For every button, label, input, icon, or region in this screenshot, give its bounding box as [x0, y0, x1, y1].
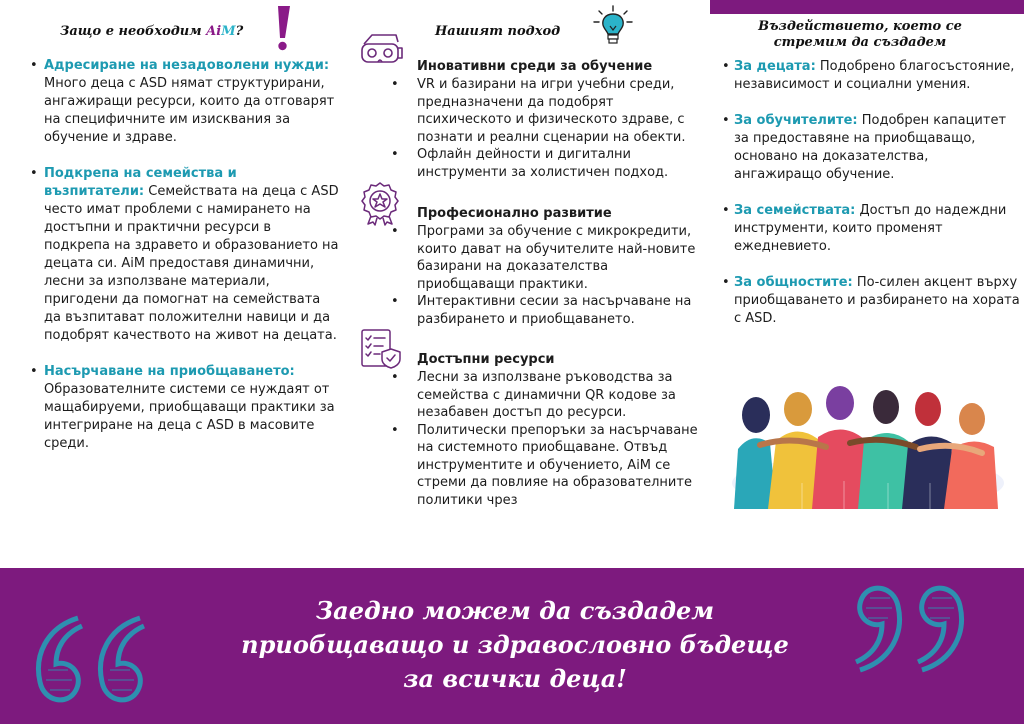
- slogan-line-2: приобщаващо и здравословно бъдеще: [241, 630, 789, 659]
- column1-heading: [60, 24, 243, 39]
- medal-star-icon: [358, 180, 402, 226]
- item-text: По-силен акцент върху приобщаването и разбирането на хората с ASD.: [734, 275, 1020, 326]
- item-lead: За семействата:: [734, 203, 856, 218]
- item-lead: За децата:: [734, 59, 816, 74]
- exclamation-icon: [270, 4, 294, 52]
- heading-text: Защо е необходим: [60, 24, 207, 39]
- item-text: Подобрен капацитет за предоставяне на приобщаващо, основано на доказателства, ангажиращо обучение.: [734, 113, 1007, 182]
- aim-brand: [206, 24, 235, 39]
- section-title: Достъпни ресурси: [417, 352, 555, 367]
- slogan-banner: [0, 568, 1024, 724]
- slogan-text: [170, 594, 860, 696]
- section-accessible-resources: [417, 351, 707, 509]
- close-quote-icon: [852, 578, 972, 678]
- open-quote-icon: [28, 610, 148, 710]
- list-item: • Политически препоръки за насърчаване на системното приобщаване. Отвъд инструментите и обучението, AiM се стреми да повлияе на образователните политики чрез: [417, 422, 707, 510]
- item-lead: Подкрепа на семейства и възпитатели:: [44, 166, 237, 199]
- column2-heading: Нашият подход: [435, 24, 561, 39]
- heading-question-mark: ?: [235, 24, 244, 39]
- brand-m: M: [221, 24, 236, 39]
- list-item: [722, 112, 1020, 184]
- item-text: Много деца с ASD нямат структурирани, ангажиращи ресурси, които да отговарят на специфичните им изисквания за обучение и здраве.: [44, 76, 335, 145]
- item-lead: За общностите:: [734, 275, 853, 290]
- top-purple-bar: [710, 0, 1024, 14]
- section-innovative-environments: [417, 58, 707, 181]
- item-lead: За обучителите:: [734, 113, 858, 128]
- checklist-shield-icon: [359, 327, 403, 371]
- section-professional-development: [417, 205, 707, 328]
- list-item: [722, 202, 1020, 256]
- item-lead: Адресиране на незадоволени нужди:: [44, 58, 330, 73]
- section-title: Професионално развитие: [417, 206, 612, 221]
- slogan-line-1: Заедно можем да създадем: [315, 596, 715, 625]
- list-item: [722, 274, 1020, 328]
- list-item: • Офлайн дейности и дигитални инструменти за холистичен подход.: [417, 146, 707, 181]
- vr-headset-icon: [358, 30, 404, 72]
- list-item: • Лесни за използване ръководства за семейства с динамични QR кодове за незабавен достъп до ресурси.: [417, 369, 707, 422]
- slogan-line-3: за всички деца!: [403, 664, 627, 693]
- needs-list: [30, 57, 340, 453]
- item-lead: Насърчаване на приобщаването:: [44, 364, 295, 379]
- item-text: Достъп до надеждни инструменти, които променят ежедневието.: [734, 203, 1007, 254]
- group-hug-illustration: [732, 383, 1004, 509]
- list-item: [722, 58, 1020, 94]
- list-item: • Програми за обучение с микрокредити, които дават на обучителите най-новите базирани на доказателства приобщаващи практики.: [417, 223, 707, 293]
- impact-list: [722, 58, 1020, 328]
- item-text: Подобрено благосъстояние, независимост и социални умения.: [734, 59, 1015, 92]
- list-item: [30, 363, 340, 453]
- list-item: [30, 165, 340, 345]
- item-text: Семействата на деца с ASD често имат проблеми с намирането на достъпни и практични ресурси в подкрепа на здравето и образованието на децата си. AiM предоставя динамични, лесни за използване материали, пригодени да помогнат на семействата да възпитават положителни навици и да подобрят качеството на живот на децата.: [44, 184, 339, 343]
- lightbulb-icon: [590, 4, 636, 48]
- item-text: Образователните системи се нуждаят от мащабируеми, приобщаващи практики за интегриране на деца с ASD в масовите среди.: [44, 382, 335, 451]
- list-item: • VR и базирани на игри учебни среди, предназначени да подобрят психическото и физическото здраве, с познати и реални сценарии на обекти.: [417, 76, 707, 146]
- section-title: Иновативни среди за обучение: [417, 59, 653, 74]
- list-item: [30, 57, 340, 147]
- brand-ai: Ai: [206, 24, 222, 39]
- list-item: • Интерактивни сесии за насърчаване на разбирането и приобщаването.: [417, 293, 707, 328]
- column3-heading: Въздействието, което се стремим да създадем: [758, 19, 962, 50]
